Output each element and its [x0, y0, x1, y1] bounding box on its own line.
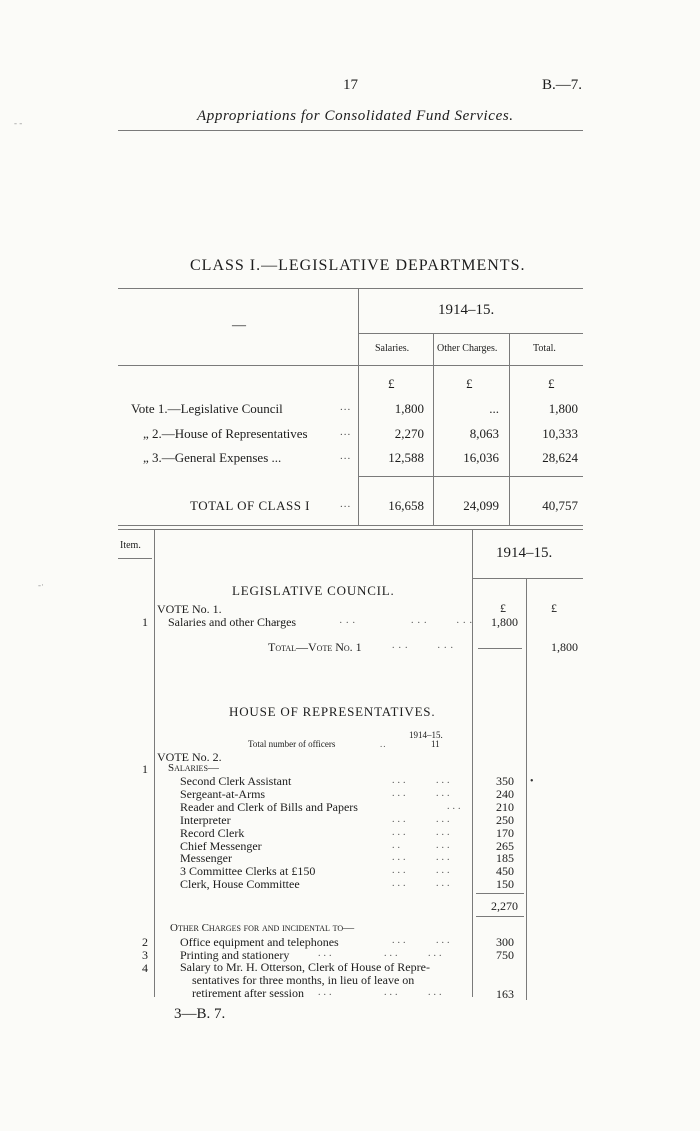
- detail-item-divider: [154, 530, 155, 997]
- salary-line: Clerk, House Committee: [180, 877, 300, 892]
- other-charge-amount: 300: [496, 935, 514, 949]
- other-charge-amount: 750: [496, 948, 514, 962]
- salary-amount: 170: [496, 825, 514, 840]
- salary-amount: 265: [496, 838, 514, 853]
- summary-col-divider: [358, 288, 359, 525]
- salaries-amounts: [474, 775, 514, 891]
- col-header-salaries: Salaries.: [375, 343, 410, 354]
- class-title: CLASS I.—LEGISLATIVE DEPARTMENTS.: [190, 257, 526, 274]
- row-other-charges: 8,063: [469, 426, 499, 441]
- detail-year: 1914–15.: [496, 545, 553, 561]
- total-of-class-label: TOTAL OF CLASS I: [190, 498, 310, 513]
- currency-items: £: [500, 601, 506, 615]
- leader-dots: ...: [340, 426, 352, 438]
- salary-line: Second Clerk Assistant: [180, 774, 292, 788]
- item-header-rule: [118, 558, 152, 559]
- salary-line: Sergeant-at-Arms: [180, 786, 266, 801]
- summary-row-label: „ 2.—House of Representatives: [143, 426, 308, 441]
- salaries-subtotal: 2,270: [491, 899, 518, 913]
- salary-amount: 450: [496, 864, 514, 879]
- other-charge-line: Office equipment and telephones: [180, 935, 339, 949]
- leader-dots: ... ...: [392, 640, 457, 651]
- total-salaries: 16,658: [388, 498, 424, 513]
- blank-header-dash: —: [232, 318, 246, 333]
- row-other-charges: 16,036: [463, 450, 499, 465]
- summary-header-rule: [118, 365, 583, 366]
- total-vote-1-label: Total—Vote No. 1: [268, 640, 362, 654]
- item-number: 2: [142, 935, 148, 949]
- signature-mark: 3—B. 7.: [174, 1006, 226, 1022]
- leader-dots: ... ... ... ...: [268, 615, 476, 626]
- salary-line: Interpreter: [180, 812, 231, 827]
- year-rule: [358, 333, 583, 334]
- col-header-total: Total.: [533, 343, 556, 354]
- row-total: 1,800: [548, 401, 578, 416]
- item-number: 4: [142, 961, 148, 975]
- detail-year-rule: [472, 578, 583, 579]
- leader-dots: ... ... ...: [318, 948, 445, 959]
- item-4-amount: 163: [496, 987, 514, 1001]
- item-header: Item.: [120, 540, 141, 551]
- salary-amount: 185: [496, 851, 514, 866]
- item-number: 3: [142, 948, 148, 962]
- detail-amount-divider: [472, 530, 473, 997]
- currency-total: £: [548, 376, 555, 391]
- subtotal-rule: [476, 893, 524, 894]
- summary-year: 1914–15.: [438, 302, 495, 318]
- house-heading: HOUSE OF REPRESENTATIVES.: [229, 704, 436, 719]
- leader-dots: ... ...: [392, 935, 453, 946]
- row-total: 10,333: [542, 426, 578, 441]
- salary-line: Reader and Clerk of Bills and Papers: [180, 799, 358, 814]
- salaries-list: [180, 775, 358, 891]
- summary-bottom-rule: [118, 525, 583, 526]
- row-salaries: 2,270: [394, 426, 424, 441]
- running-title: Appropriations for Consolidated Fund Services.: [197, 108, 514, 124]
- salary-amount: 350: [496, 774, 514, 788]
- salary-amount: 150: [496, 877, 514, 892]
- total-rule: [358, 476, 583, 477]
- total-dash: [478, 648, 522, 649]
- row-total: 28,624: [542, 450, 578, 465]
- leader-dots: ... ... ...: [318, 987, 445, 998]
- item-4-line: Salary to Mr. H. Otterson, Clerk of House of Repre-: [180, 960, 430, 974]
- total-total: 40,757: [542, 498, 578, 513]
- officers-count: 11: [431, 739, 440, 749]
- legislative-council-heading: LEGISLATIVE COUNCIL.: [232, 583, 395, 598]
- row-other-charges: ...: [489, 401, 499, 416]
- leader-dots: ...: [340, 498, 352, 510]
- summary-row-label: Vote 1.—Legislative Council: [131, 401, 283, 416]
- row-salaries: 1,800: [394, 401, 424, 416]
- leader-dots: ... ... ... ... ... ... ... ... ... .. ... ... ... ... ... ... ...: [392, 775, 464, 890]
- item-number: 1: [142, 762, 148, 776]
- leader-dots: ..: [380, 739, 387, 749]
- vote-2: VOTE No. 2.: [157, 750, 222, 764]
- subtotal-rule: [476, 916, 524, 917]
- currency-salaries: £: [388, 376, 395, 391]
- leader-dots: ...: [340, 450, 352, 462]
- leader-dots: ...: [340, 401, 352, 413]
- total-other-charges: 24,099: [463, 498, 499, 513]
- summary-col-divider: [509, 333, 510, 525]
- item-4-line: sentatives for three months, in lieu of leave on: [192, 972, 415, 987]
- report-code: B.—7.: [542, 77, 583, 93]
- scan-mark: -·: [38, 580, 44, 590]
- total-vote-1: 1,800: [551, 640, 578, 654]
- header-rule: [118, 130, 583, 131]
- vote-1: VOTE No. 1.: [157, 602, 222, 616]
- salary-line: Chief Messenger: [180, 838, 262, 853]
- salary-amount: 210: [496, 799, 514, 814]
- scan-mark: - -: [14, 118, 23, 128]
- other-charges-label: Other Charges for and incidental to—: [170, 922, 355, 934]
- detail-amount-divider: [526, 578, 527, 1000]
- currency-totals: £: [551, 601, 557, 615]
- salary-amount: 240: [496, 786, 514, 801]
- legislative-council-amount: 1,800: [491, 615, 518, 629]
- salaries-and-other-charges: Salaries and other Charges: [168, 615, 297, 629]
- salary-line: Messenger: [180, 851, 232, 866]
- row-salaries: 12,588: [388, 450, 424, 465]
- other-charge-line: Printing and stationery: [180, 948, 290, 962]
- col-header-other-charges: Other Charges.: [437, 343, 498, 354]
- salary-line: Record Clerk: [180, 825, 245, 840]
- summary-bottom-rule: [118, 529, 583, 530]
- officers-label: Total number of officers: [248, 739, 336, 749]
- summary-top-rule: [118, 288, 583, 289]
- summary-row-label: „ 3.—General Expenses ...: [143, 450, 282, 465]
- item-4-line: retirement after session: [192, 985, 304, 1000]
- page-number: 17: [343, 77, 358, 93]
- scan-mark: •: [530, 776, 534, 787]
- salary-line: 3 Committee Clerks at £150: [180, 864, 316, 879]
- officers-year: 1914–15.: [409, 730, 443, 740]
- currency-other: £: [466, 376, 473, 391]
- salaries-label: Salaries—: [168, 762, 219, 774]
- summary-col-divider: [433, 333, 434, 525]
- salary-amount: 250: [496, 812, 514, 827]
- item-number: 1: [142, 615, 148, 629]
